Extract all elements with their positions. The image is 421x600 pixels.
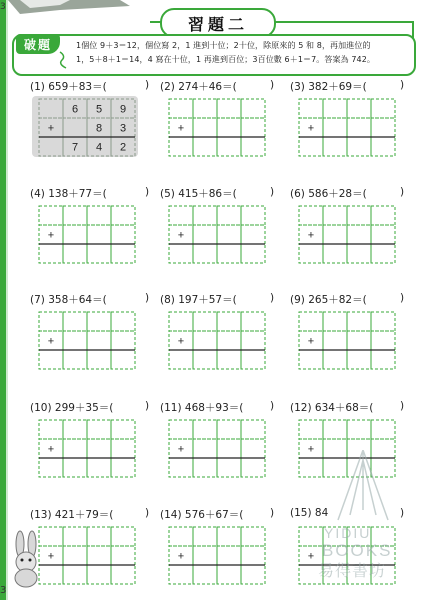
grid-cell[interactable]	[323, 118, 347, 137]
grid-cell[interactable]	[241, 565, 265, 584]
grid-cell[interactable]	[299, 99, 323, 118]
grid-cell[interactable]	[87, 439, 111, 458]
digit: 2	[119, 141, 127, 154]
grid-cell[interactable]	[111, 350, 135, 369]
top-decoration-icon	[0, 0, 150, 18]
grid-cell[interactable]	[169, 420, 193, 439]
grid-cell[interactable]	[169, 99, 193, 118]
grid-cell[interactable]	[217, 118, 241, 137]
grid-cell[interactable]	[63, 458, 87, 477]
grid-svg	[38, 98, 136, 157]
grid-cell[interactable]	[241, 458, 265, 477]
answer-grid[interactable]	[168, 98, 264, 155]
grid-cell[interactable]	[347, 225, 371, 244]
plus-sign: +	[307, 550, 315, 563]
watermark-line-3: 易得書坊	[318, 563, 387, 580]
problem-question	[30, 507, 150, 522]
digit: 4	[95, 141, 103, 154]
answer-blank-close[interactable]: )	[270, 186, 275, 198]
grid-svg	[38, 419, 136, 478]
hint-label: 破題	[16, 34, 60, 54]
problem-question	[160, 79, 275, 94]
grid-cell[interactable]	[241, 439, 265, 458]
grid-cell[interactable]	[169, 312, 193, 331]
answer-blank-close[interactable]: )	[400, 186, 405, 198]
grid-cell[interactable]	[39, 458, 63, 477]
grid-cell[interactable]	[323, 331, 347, 350]
grid-cell[interactable]	[111, 312, 135, 331]
plus-sign: +	[307, 229, 315, 242]
grid-cell[interactable]	[193, 331, 217, 350]
digit: 9	[119, 103, 127, 116]
plus-sign: +	[307, 335, 315, 348]
grid-cell[interactable]	[217, 420, 241, 439]
answer-grid[interactable]	[168, 526, 264, 583]
grid-cell[interactable]	[63, 331, 87, 350]
answer-blank-close[interactable]: )	[400, 292, 405, 304]
grid-cell[interactable]	[371, 206, 395, 225]
answer-blank-close[interactable]: )	[145, 79, 150, 91]
grid-cell[interactable]	[241, 99, 265, 118]
grid-cell[interactable]	[193, 458, 217, 477]
grid-cell[interactable]	[241, 312, 265, 331]
grid-svg	[38, 311, 136, 370]
grid-cell[interactable]	[39, 99, 63, 118]
grid-cell[interactable]	[217, 458, 241, 477]
grid-svg	[298, 311, 396, 370]
answer-grid[interactable]	[168, 419, 264, 476]
grid-cell[interactable]	[169, 350, 193, 369]
grid-cell[interactable]	[193, 206, 217, 225]
grid-cell[interactable]	[87, 206, 111, 225]
grid-cell[interactable]	[87, 565, 111, 584]
grid-cell[interactable]	[63, 350, 87, 369]
problem-question	[290, 186, 405, 201]
grid-cell[interactable]	[371, 225, 395, 244]
grid-cell[interactable]	[371, 118, 395, 137]
problem-question	[30, 400, 150, 415]
grid-cell[interactable]	[323, 244, 347, 263]
grid-cell[interactable]	[299, 350, 323, 369]
grid-cell[interactable]	[87, 244, 111, 263]
grid-cell[interactable]	[169, 527, 193, 546]
grid-cell[interactable]	[241, 331, 265, 350]
problem-question	[160, 186, 275, 201]
grid-cell[interactable]	[323, 99, 347, 118]
grid-cell[interactable]	[347, 99, 371, 118]
answer-blank-close[interactable]: )	[145, 400, 150, 412]
grid-cell[interactable]	[111, 331, 135, 350]
answer-grid[interactable]	[298, 205, 394, 262]
grid-cell[interactable]	[193, 439, 217, 458]
grid-cell[interactable]	[193, 99, 217, 118]
grid-cell[interactable]	[169, 565, 193, 584]
grid-svg	[168, 98, 266, 157]
problem-label: (3) 382＋69＝(	[290, 81, 367, 93]
bunny-icon	[8, 530, 44, 588]
grid-cell[interactable]	[111, 439, 135, 458]
answer-blank-close[interactable]: )	[270, 400, 275, 412]
grid-cell[interactable]	[39, 420, 63, 439]
problem-label: (2) 274＋46＝(	[160, 81, 237, 93]
grid-cell[interactable]	[111, 458, 135, 477]
answer-grid[interactable]	[38, 205, 134, 262]
problem-question	[30, 292, 150, 307]
grid-cell[interactable]	[323, 206, 347, 225]
digit: 5	[95, 103, 103, 116]
grid-svg	[38, 526, 136, 585]
grid-cell[interactable]	[39, 206, 63, 225]
problem-label: (8) 197＋57＝(	[160, 294, 237, 306]
problem-question	[160, 507, 275, 522]
problem-label: (5) 415＋86＝(	[160, 188, 237, 200]
grid-cell[interactable]	[347, 350, 371, 369]
grid-cell[interactable]	[347, 312, 371, 331]
grid-svg	[298, 98, 396, 157]
grid-cell[interactable]	[217, 244, 241, 263]
grid-cell[interactable]	[39, 244, 63, 263]
grid-svg	[38, 205, 136, 264]
grid-cell[interactable]	[371, 331, 395, 350]
grid-cell[interactable]	[299, 420, 323, 439]
grid-cell[interactable]	[169, 244, 193, 263]
problem-label: (1) 659＋83＝(	[30, 81, 107, 93]
plus-sign: +	[47, 229, 55, 242]
grid-cell[interactable]	[87, 458, 111, 477]
grid-cell[interactable]	[193, 420, 217, 439]
answer-grid[interactable]	[38, 98, 134, 155]
grid-cell[interactable]	[241, 244, 265, 263]
corner-page-number: 3	[0, 2, 6, 12]
plus-sign: +	[47, 335, 55, 348]
plus-sign: +	[177, 550, 185, 563]
grid-cell[interactable]	[299, 137, 323, 156]
grid-cell[interactable]	[217, 225, 241, 244]
grid-cell[interactable]	[217, 350, 241, 369]
grid-cell[interactable]	[241, 206, 265, 225]
problem-question	[160, 400, 275, 415]
grid-cell[interactable]	[347, 420, 371, 439]
grid-cell[interactable]	[111, 527, 135, 546]
answer-grid[interactable]	[168, 205, 264, 262]
grid-cell[interactable]	[87, 527, 111, 546]
grid-cell[interactable]	[371, 420, 395, 439]
answer-grid[interactable]	[298, 98, 394, 155]
problem-label: (9) 265＋82＝(	[290, 294, 367, 306]
grid-cell[interactable]	[217, 312, 241, 331]
problem-label: (13) 421＋79＝(	[30, 509, 114, 521]
grid-cell[interactable]	[111, 225, 135, 244]
answer-grid[interactable]	[168, 311, 264, 368]
grid-svg	[168, 205, 266, 264]
grid-cell[interactable]	[87, 225, 111, 244]
grid-cell[interactable]	[371, 99, 395, 118]
problem-label: (12) 634＋68＝(	[290, 402, 374, 414]
plus-sign: +	[177, 229, 185, 242]
grid-cell[interactable]	[111, 565, 135, 584]
problem-question	[290, 292, 405, 307]
grid-cell[interactable]	[323, 225, 347, 244]
answer-blank-close[interactable]: )	[145, 186, 150, 198]
grid-cell[interactable]	[241, 420, 265, 439]
grid-cell[interactable]	[63, 546, 87, 565]
grid-cell[interactable]	[111, 244, 135, 263]
plus-sign: +	[177, 443, 185, 456]
problem-label: (11) 468＋93＝(	[160, 402, 244, 414]
answer-blank-close[interactable]: )	[400, 79, 405, 91]
grid-cell[interactable]	[39, 312, 63, 331]
answer-blank-close[interactable]: )	[400, 400, 405, 412]
problem-label: (6) 586＋28＝(	[290, 188, 367, 200]
grid-cell[interactable]	[347, 118, 371, 137]
grid-cell[interactable]	[169, 458, 193, 477]
problem-label: (15) 84	[290, 507, 329, 519]
grid-cell[interactable]	[347, 331, 371, 350]
grid-cell[interactable]	[63, 244, 87, 263]
problem-label: (14) 576＋67＝(	[160, 509, 244, 521]
grid-cell[interactable]	[323, 137, 347, 156]
grid-cell[interactable]	[193, 312, 217, 331]
page-number: 3	[0, 585, 7, 596]
grid-cell[interactable]	[87, 546, 111, 565]
grid-cell[interactable]	[169, 137, 193, 156]
digit: 6	[71, 103, 79, 116]
grid-cell[interactable]	[39, 137, 63, 156]
grid-cell[interactable]	[299, 206, 323, 225]
grid-cell[interactable]	[217, 565, 241, 584]
grid-cell[interactable]	[299, 244, 323, 263]
answer-blank-close[interactable]: )	[145, 507, 150, 519]
problem-question	[160, 292, 275, 307]
grid-cell[interactable]	[111, 546, 135, 565]
answer-blank-close[interactable]: )	[270, 292, 275, 304]
grid-cell[interactable]	[299, 312, 323, 331]
problem-question	[30, 79, 150, 94]
problem-label: (10) 299＋35＝(	[30, 402, 114, 414]
grid-cell[interactable]	[371, 312, 395, 331]
grid-cell[interactable]	[193, 350, 217, 369]
grid-cell[interactable]	[87, 331, 111, 350]
answer-blank-close[interactable]: )	[400, 507, 405, 519]
grid-cell[interactable]	[193, 546, 217, 565]
left-border-accent	[6, 0, 8, 600]
problem-question	[290, 79, 405, 94]
grid-cell[interactable]	[323, 350, 347, 369]
grid-cell[interactable]	[217, 439, 241, 458]
grid-svg	[168, 311, 266, 370]
grid-cell[interactable]	[193, 527, 217, 546]
answer-blank-close[interactable]: )	[270, 507, 275, 519]
grid-cell[interactable]	[63, 206, 87, 225]
hint-line-2: 1，5＋8＋1＝14，4 寫在十位，1 再進到百位；3百位數 6＋1＝7。答案為 742。	[76, 55, 376, 64]
grid-cell[interactable]	[217, 331, 241, 350]
grid-svg	[298, 205, 396, 264]
problem-question	[290, 400, 405, 415]
answer-grid[interactable]	[298, 311, 394, 368]
grid-cell[interactable]	[63, 527, 87, 546]
answer-grid[interactable]	[38, 311, 134, 368]
grid-cell[interactable]	[193, 244, 217, 263]
grid-cell[interactable]	[193, 118, 217, 137]
grid-cell[interactable]	[87, 350, 111, 369]
squiggle-icon	[58, 50, 74, 70]
digit: 7	[71, 141, 79, 154]
grid-cell[interactable]	[371, 244, 395, 263]
grid-cell[interactable]	[111, 206, 135, 225]
grid-cell[interactable]	[63, 225, 87, 244]
grid-cell[interactable]	[241, 118, 265, 137]
grid-cell[interactable]	[323, 312, 347, 331]
grid-cell[interactable]	[241, 225, 265, 244]
grid-cell[interactable]	[347, 206, 371, 225]
answer-blank-close[interactable]: )	[270, 79, 275, 91]
grid-cell[interactable]	[371, 350, 395, 369]
hint-line-1: 1個位 9＋3＝12，個位寫 2，1 進到十位；2十位，除原來的 5 和 8，再加進位的	[76, 41, 371, 50]
grid-cell[interactable]	[217, 206, 241, 225]
grid-cell[interactable]	[193, 225, 217, 244]
grid-cell[interactable]	[63, 439, 87, 458]
plus-sign: +	[307, 122, 315, 135]
grid-cell[interactable]	[217, 137, 241, 156]
problem-label: (4) 138＋77＝(	[30, 188, 107, 200]
answer-grid[interactable]	[38, 526, 134, 583]
plus-sign: +	[307, 443, 315, 456]
grid-cell[interactable]	[241, 137, 265, 156]
problem-label: (7) 358＋64＝(	[30, 294, 107, 306]
answer-grid[interactable]	[38, 419, 134, 476]
digit: 8	[95, 122, 103, 135]
grid-cell[interactable]	[63, 420, 87, 439]
grid-svg	[168, 526, 266, 585]
grid-cell[interactable]	[241, 350, 265, 369]
digit: 3	[119, 122, 127, 135]
plus-sign: +	[177, 122, 185, 135]
grid-cell[interactable]	[63, 118, 87, 137]
grid-cell[interactable]	[193, 565, 217, 584]
grid-cell[interactable]	[87, 420, 111, 439]
grid-cell[interactable]	[217, 527, 241, 546]
problem-question	[30, 186, 150, 201]
grid-svg	[168, 419, 266, 478]
answer-blank-close[interactable]: )	[145, 292, 150, 304]
plus-sign: +	[47, 443, 55, 456]
grid-cell[interactable]	[347, 244, 371, 263]
page-title: 習題二	[160, 8, 276, 38]
grid-cell[interactable]	[87, 312, 111, 331]
grid-cell[interactable]	[347, 137, 371, 156]
grid-cell[interactable]	[63, 565, 87, 584]
hint-text	[76, 39, 410, 67]
grid-cell[interactable]	[323, 420, 347, 439]
grid-cell[interactable]	[169, 206, 193, 225]
grid-cell[interactable]	[241, 546, 265, 565]
plus-sign: +	[177, 335, 185, 348]
grid-cell[interactable]	[371, 137, 395, 156]
grid-cell[interactable]	[39, 350, 63, 369]
grid-cell[interactable]	[217, 546, 241, 565]
watermark-logo	[318, 450, 408, 580]
watermark-line-2: BOOKS	[322, 541, 393, 560]
watermark-line-1: YIDIU	[324, 525, 372, 541]
plus-sign: +	[47, 550, 55, 563]
grid-cell[interactable]	[111, 420, 135, 439]
grid-cell[interactable]	[217, 99, 241, 118]
grid-cell[interactable]	[193, 137, 217, 156]
grid-cell[interactable]	[241, 527, 265, 546]
grid-cell[interactable]	[63, 312, 87, 331]
plus-sign: +	[47, 122, 55, 135]
